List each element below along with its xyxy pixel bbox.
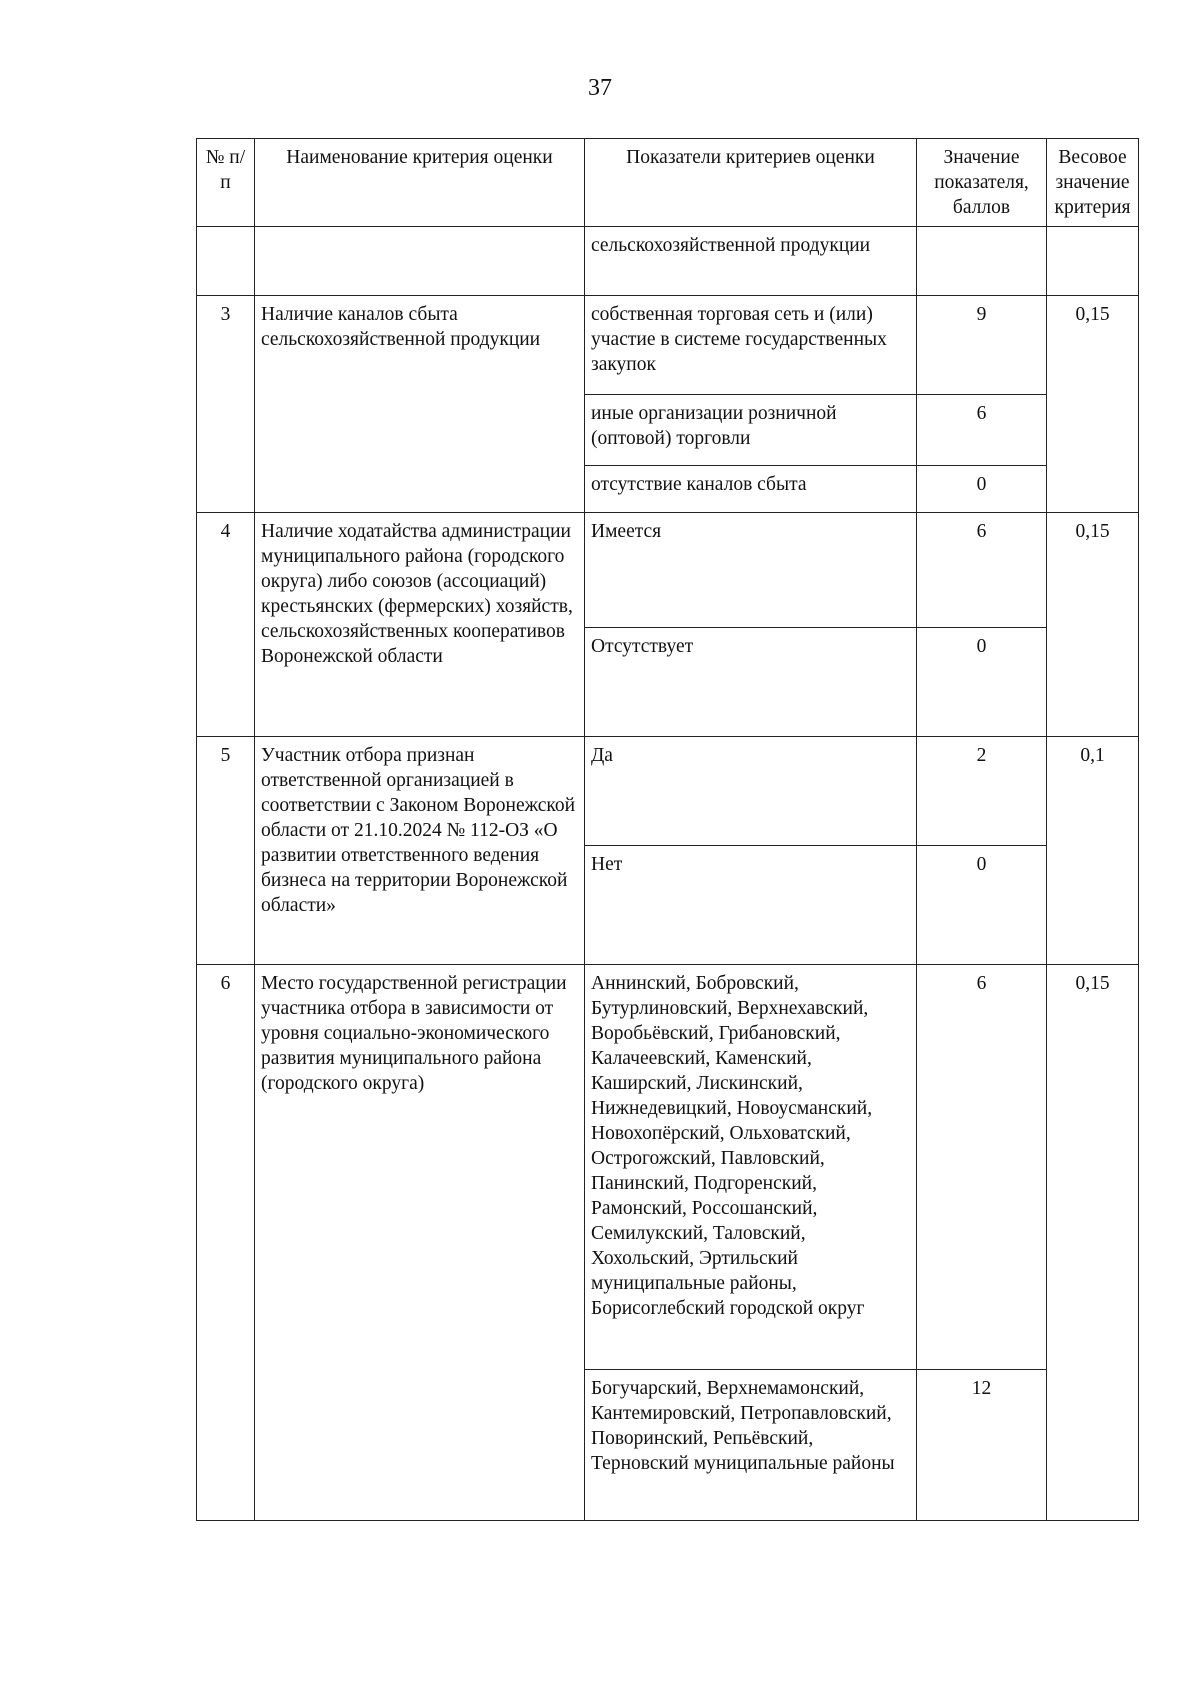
criterion-name: Наличие ходатайства администрации муниципального района (городского округа) либо союзов (ассоциаций) крестьянских (фермерских) хозяйств, сельскохозяйственных кооперативов Воронежской области	[255, 513, 585, 737]
table-row	[197, 296, 1139, 395]
indicator-text: Имеется	[585, 513, 917, 628]
criterion-weight: 0,15	[1047, 513, 1139, 737]
header-name: Наименование критерия оценки	[255, 139, 585, 227]
criterion-name: Место государственной регистрации участника отбора в зависимости от уровня социально-экономического развития муниципального района (городского округа)	[255, 965, 585, 1521]
table-row	[197, 513, 1139, 628]
indicator-text: Аннинский, Бобровский, Бутурлиновский, Верхнехавский, Воробьёвский, Грибановский, Калачеевский, Каменский, Каширский, Лискинский, Нижнедевицкий, Новоусманский, Новохопёрский, Ольховатский, Острогожский, Павловский, Панинский, Подгоренский, Рамонский, Россошанский, Семилукский, Таловский, Хохольский, Эртильский муниципальные районы, Борисоглебский городской округ	[585, 965, 917, 1370]
criterion-number: 4	[197, 513, 255, 737]
header-indicators: Показатели критериев оценки	[585, 139, 917, 227]
criterion-weight: 0,15	[1047, 296, 1139, 513]
indicator-value: 6	[917, 395, 1047, 466]
indicator-value: 0	[917, 846, 1047, 965]
criterion-number: 5	[197, 737, 255, 965]
criterion-name: Участник отбора признан ответственной организацией в соответствии с Законом Воронежской области от 21.10.2024 № 112-ОЗ «О развитии ответственного ведения бизнеса на территории Воронежской области»	[255, 737, 585, 965]
header-value: Значение показателя, баллов	[917, 139, 1047, 227]
criterion-weight: 0,1	[1047, 737, 1139, 965]
cell-num	[197, 227, 255, 296]
table-row	[197, 737, 1139, 846]
criteria-table	[196, 138, 1139, 1521]
indicator-text: Нет	[585, 846, 917, 965]
cell-indicator: сельскохозяйственной продукции	[585, 227, 917, 296]
indicator-value: 12	[917, 1370, 1047, 1521]
indicator-value: 6	[917, 513, 1047, 628]
table-header-row	[197, 139, 1139, 227]
indicator-value: 0	[917, 628, 1047, 737]
criterion-weight: 0,15	[1047, 965, 1139, 1521]
indicator-text: Отсутствует	[585, 628, 917, 737]
indicator-value: 2	[917, 737, 1047, 846]
cell-value	[917, 227, 1047, 296]
page-number: 37	[588, 75, 612, 101]
indicator-text: Да	[585, 737, 917, 846]
indicator-value: 0	[917, 466, 1047, 513]
indicator-text: Богучарский, Верхнемамонский, Кантемировский, Петропавловский, Поворинский, Репьёвский, Терновский муниципальные районы	[585, 1370, 917, 1521]
header-num: № п/п	[197, 139, 255, 227]
indicator-text: отсутствие каналов сбыта	[585, 466, 917, 513]
indicator-value: 9	[917, 296, 1047, 395]
criterion-name: Наличие каналов сбыта сельскохозяйственной продукции	[255, 296, 585, 513]
header-weight: Весовое значение критерия	[1047, 139, 1139, 227]
table-row-continued	[197, 227, 1139, 296]
cell-name	[255, 227, 585, 296]
criterion-number: 6	[197, 965, 255, 1521]
indicator-text: собственная торговая сеть и (или) участие в системе государственных закупок	[585, 296, 917, 395]
indicator-text: иные организации розничной (оптовой) торговли	[585, 395, 917, 466]
criterion-number: 3	[197, 296, 255, 513]
cell-weight	[1047, 227, 1139, 296]
table-row	[197, 965, 1139, 1370]
indicator-value: 6	[917, 965, 1047, 1370]
